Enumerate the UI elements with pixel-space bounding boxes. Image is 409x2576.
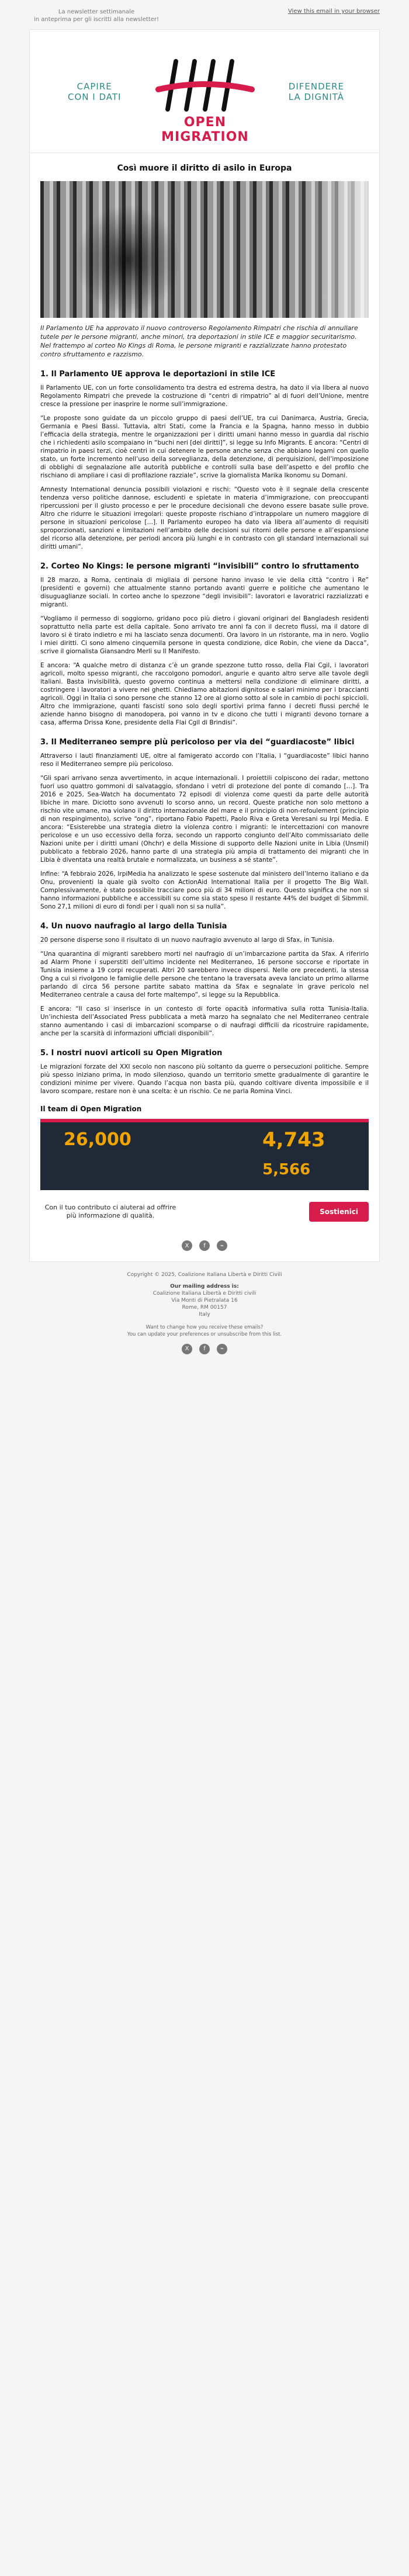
- facebook-icon[interactable]: f: [199, 1240, 210, 1251]
- hero-light: [299, 181, 369, 318]
- footer: [29, 1262, 380, 1365]
- team-heading: Il team di Open Migration: [40, 1105, 142, 1113]
- address-line-4: Italy: [199, 1312, 210, 1318]
- email-card: [29, 29, 380, 1262]
- preheader-left: [29, 8, 164, 23]
- banner-stat-1: 26,000: [64, 1129, 131, 1150]
- support-button[interactable]: Sostienici: [309, 1202, 369, 1222]
- section-2: [40, 561, 369, 727]
- header: [30, 30, 379, 153]
- social-links: [30, 1236, 379, 1261]
- section-4-heading: 4. Un nuovo naufragio al largo della Tunisia: [40, 922, 227, 931]
- section-3-p1: Attraverso i lauti finanziamenti UE, oltre al famigerato accordo con l’Italia, i “guardiacoste” libici hanno reso il Mediterraneo sempre più pericoloso.: [40, 753, 369, 768]
- section-1: [40, 369, 369, 551]
- tagline-left-2: CON I DATI: [68, 92, 122, 102]
- x-icon[interactable]: X: [182, 1240, 192, 1251]
- link-icon[interactable]: ⌁: [217, 1240, 227, 1251]
- address-line-1: Coalizione Italiana Libertà e Diritti civili: [152, 1291, 257, 1296]
- preheader-line-1: La newsletter settimanale: [58, 9, 135, 15]
- section-4: [40, 921, 369, 1038]
- footer-facebook-icon[interactable]: f: [199, 1344, 210, 1354]
- section-4-p1: 20 persone disperse sono il risultato di un nuovo naufragio avvenuto al largo di Sfax, in Tunisia.: [40, 937, 335, 944]
- section-2-p1: Il 28 marzo, a Roma, centinaia di migliaia di persone hanno invaso le vie della città “contro i Re” (presidenti e governi) che attualmente stanno portando avanti guerre e politiche che aumentano le disuguaglianze sociali. In corteo anche lo spezzone “degli invisibili”: lavoratori e lavoratrici razzializzati e migranti.: [40, 577, 369, 608]
- section-4-p2: “Una quarantina di migranti sarebbero morti nel naufragio di un’imbarcazione partita da Sfax. A riferirlo ad Alarm Phone i superstiti dell’ultimo incidente nel Mediterraneo, 16 persone soccorse e riportate in Tunisia insieme a 19 corpi recuperati. Altri 20 sarebbero invece dispersi. Nelle ore precedenti, la stessa Ong a cui si rivolgono le famiglie delle persone che tentano la traversata aveva lanciato un primo allarme parlando di circa 56 persone partite sabato mattina da Sfax e segnalate in grave pericolo nel Mediterraneo centrale a causa del forte maltempo”, si legge su la Repubblica.: [40, 951, 369, 998]
- tagline-right-2: LA DIGNITÀ: [288, 92, 344, 102]
- lead-paragraph: Il Parlamento UE ha approvato il nuovo controverso Regolamento Rimpatri che rischia di annullare tutele per le persone migranti, anche minori, tra deportazioni in stile ICE e maggior securitarismo. Nel frattempo al corteo No Kings di Roma, le persone migranti e razzializzate hanno protestato contro sfruttamento e razzismo.: [40, 324, 358, 358]
- section-1-p2: “Le proposte sono guidate da un piccolo gruppo di paesi dell’UE, tra cui Danimarca, Austria, Grecia, Germania e Paesi Bassi. Tuttavia, altri Stati, come la Francia e la Spagna, hanno messo in dubbio l’efficacia della strategia, mentre le organizzazioni per i diritti umani hanno messo in guardia dal rischio che i richiedenti asilo scompaiano in “buchi neri [dei diritti]”, si legge su Info Migrants. E ancora: “Centri di rimpatrio in paesi terzi, cioè centri in cui detenere le persone anche senza che abbiano legami con quello stato, un forte incremento nell’uso della sorveglianza, della detenzione, di perquisizioni, dell’imposizione di obblighi di segnalazione alle autorità pubbliche e controlli sulla base dell’aspetto e del profilo che rischiano di ampliare i casi di profilazione razziale”, scrive la giornalista Marika Ikonomu su Domani.: [40, 415, 369, 479]
- section-1-p3: Amnesty International denuncia possibili violazioni e rischi: “Questo voto è il segnale della crescente tendenza verso politiche dannose, escludenti e spietate in materia d’immigrazione, con preoccupanti ripercussioni per il giusto processo e per le procedure decisionali che devono essere basate sulle prove. Altro che ridurre le situazioni irregolari: queste proposte rischiano d’intrappolare un numero maggiore di persone in situazioni pericolose […]. Il Parlamento europeo ha dato via libera all’aumento di requisiti sproporzionati, sanzioni e limitazioni nell’ambito delle decisioni sui ritorni delle persone e all’espansione del ricorso alla detenzione, per periodi ancora più lunghi e in contrasto con gli standard internazionali sui diritti umani”.: [40, 486, 369, 550]
- section-2-p2: “Vogliamo il permesso di soggiorno, gridano poco più dietro i giovani originari del Bangladesh residenti soprattutto nella parte est della capitale. Sono arrivato tre anni fa con il decreto flussi, ma il datore di lavoro si è tirato indietro e mi ha lasciato senza documenti. Ora lavoro in un ristorante, ma in nero. Voglio i miei diritti. Ci sono almeno cinquemila persone in questa condizione, dice Robin, che viene da Dacca”, scrive il giornalista Giansandro Merli su Il Manifesto.: [40, 615, 369, 655]
- tagline-right-1: DIFENDERE: [288, 81, 344, 92]
- preferences-line-1: Want to change how you receive these emails?: [145, 1325, 264, 1330]
- team-banner: [40, 1119, 369, 1190]
- banner-stat-3: 5,566: [262, 1161, 311, 1178]
- preheader: [29, 0, 380, 29]
- preheader-line-2: in anteprima per gli iscritti alla newsletter!: [33, 16, 160, 23]
- team-section: [40, 1105, 369, 1190]
- section-5-p1: Le migrazioni forzate del XXI secolo non nascono più soltanto da guerre o persecuzioni politiche. Sempre più spesso iniziano prima, in modo silenzioso, quando un territorio smette gradualmente di garantire le condizioni minime per vivere. Quando l’acqua non basta più, quando coltivare diventa impossibile e il lavoro scompare, restare non è una scelta: è un rischio. Ce ne parla Romina Vinci.: [40, 1063, 369, 1095]
- hero-image: [40, 181, 369, 318]
- mailing-address-title: Our mailing address is:: [170, 1284, 239, 1289]
- tagline-right: [289, 81, 344, 102]
- section-2-heading: 2. Corteo No Kings: le persone migranti “invisibili” contro lo sfruttamento: [40, 562, 359, 571]
- barbed-wire-icon: [152, 53, 258, 117]
- section-1-p1: Il Parlamento UE, con un forte consolidamento tra destra ed estrema destra, ha dato il via libera al nuovo Regolamento Rimpatri che prevede la costruzione di “centri di rimpatrio” al di fuori dell’Unione, mentre cresce la pressione per inasprire le norme sull’immigrazione.: [40, 384, 369, 408]
- footer-social-links: [29, 1344, 380, 1354]
- section-3-heading: 3. Il Mediterraneo sempre più pericoloso per via dei “guardiacoste” libici: [40, 738, 355, 747]
- section-1-heading: 1. Il Parlamento UE approva le deportazioni in stile ICE: [40, 370, 276, 379]
- tagline-left-1: CAPIRE: [77, 81, 112, 92]
- section-3: [40, 737, 369, 911]
- copyright: Copyright © 2025, Coalizione Italiana Libertà e Diritti Civili: [127, 1272, 282, 1278]
- address-line-3: Rome, RM 00157: [182, 1305, 227, 1310]
- support-row: [40, 1196, 369, 1228]
- section-5: [40, 1048, 369, 1095]
- newsletter-title: Così muore il diritto di asilo in Europa: [117, 164, 292, 173]
- tagline-left: [68, 81, 121, 102]
- open-migration-logo: [152, 53, 258, 144]
- section-2-p3: E ancora: “A qualche metro di distanza c’è un grande spezzone tutto rosso, della Flai Cgil, i lavoratori agricoli, molto spesso migranti, che raccolgono pomodori, angurie e quanto altro serve alle tavole degli italiani. Basta invisibilità, questo governo continua a mettersi nella condizione di eliminare diritti, a costringere i lavoratori a vivere nei ghetti. Chiediamo abitazioni dignitose e salari minimo per i braccianti agricoli. Oggi in Italia ci sono persone che stanno 12 ore al giorno sotto al sole in cambio di pochi spiccioli. Altro che immigrazione, quanti fascisti sono solo degli sportivi prima fanno i decreti flussi perché le aziende hanno bisogno di manodopera, poi vanno in tv e dicono che tutti i migranti devono tornare a casa, afferma Drissa Kone, presidente della Flai Cgil di Brindisi”.: [40, 662, 369, 726]
- footer-x-icon[interactable]: X: [182, 1344, 192, 1354]
- footer-link-icon[interactable]: ⌁: [217, 1344, 227, 1354]
- banner-stat-2: 4,743: [262, 1128, 325, 1152]
- view-in-browser-link[interactable]: View this email in your browser: [287, 8, 380, 15]
- section-5-heading: 5. I nostri nuovi articoli su Open Migration: [40, 1049, 223, 1058]
- banner-redbar: [40, 1119, 369, 1122]
- address-line-2: Via Monti di Pietralata 16: [171, 1298, 238, 1303]
- brand-name: OPEN MIGRATION: [161, 115, 249, 144]
- hero-silhouette: [75, 204, 181, 316]
- preferences-line-2[interactable]: You can update your preferences or unsubscribe from this list.: [127, 1332, 282, 1337]
- section-4-p3: E ancora: “Il caso si inserisce in un contesto di forte opacità informativa sulla rotta Tunisia-Italia. Un’inchiesta dell’Associated Press pubblicata a metà marzo ha segnalato che nel Mediterraneo centrale stanno aumentando i casi di imbarcazioni scomparse o di naufragi difficili da ricostruire rapidamente, anche per la scarsità di informazioni ufficiali disponibili”.: [40, 1006, 369, 1037]
- section-3-p2: “Gli spari arrivano senza avvertimento, in acque internazionali. I proiettili colpiscono dei radar, mettono fuori uso quattro gommoni di salvataggio, sfondano i vetri di protezione del ponte di comando […]. Tra 2016 e 2025, Sea-Watch ha documentato 72 episodi di violenza come questi da parte delle autorità libiche in mare. Diciotto sono avvenuti lo scorso anno, un record. Queste pratiche non solo mettono a rischio vite umane, ma violano il diritto internazionale del mare e il principio di non-refoulement (principio di non respingimento), scrive “ong”, riportano Fabio Papetti, Paolo Riva e Greta Veresani su Irpi Media. E ancora: “Esisterebbe una strategia dietro la violenza contro i migranti: le intercettazioni con manovre pericolose e un uso eccessivo della forza, secondo un rapporto congiunto dell’Alto commissariato delle Nazioni unite per i diritti umani (Ohchr) e della Missione di supporto delle Nazioni unite in Libia (Unsmil) pubblicato a febbraio 2026, hanno parte di una strategia più ampia di trattamento dei migranti che in Libia è diventata una realtà brutale e normalizzata, un business a sé stante”.: [40, 775, 369, 864]
- section-3-p3: Infine: “A febbraio 2026, IrpiMedia ha analizzato le spese sostenute dal ministero dell’Interno italiano e da Onu, provenienti la quale già svolto con ActionAid International Italia per il progetto The Big Wall. Complessivamente, è stato possibile tracciare poco più di 34 milioni di euro. Questo significa che non si hanno informazioni pubbliche e accessibili su come sia stato speso il restante 44% del budget di Sibmmil. Sono 27,1 milioni di euro di fondi per i quali non si sa nulla”.: [40, 871, 369, 910]
- support-text: Con il tuo contributo ci aiuterai ad offrire più informazione di qualità.: [44, 1204, 176, 1219]
